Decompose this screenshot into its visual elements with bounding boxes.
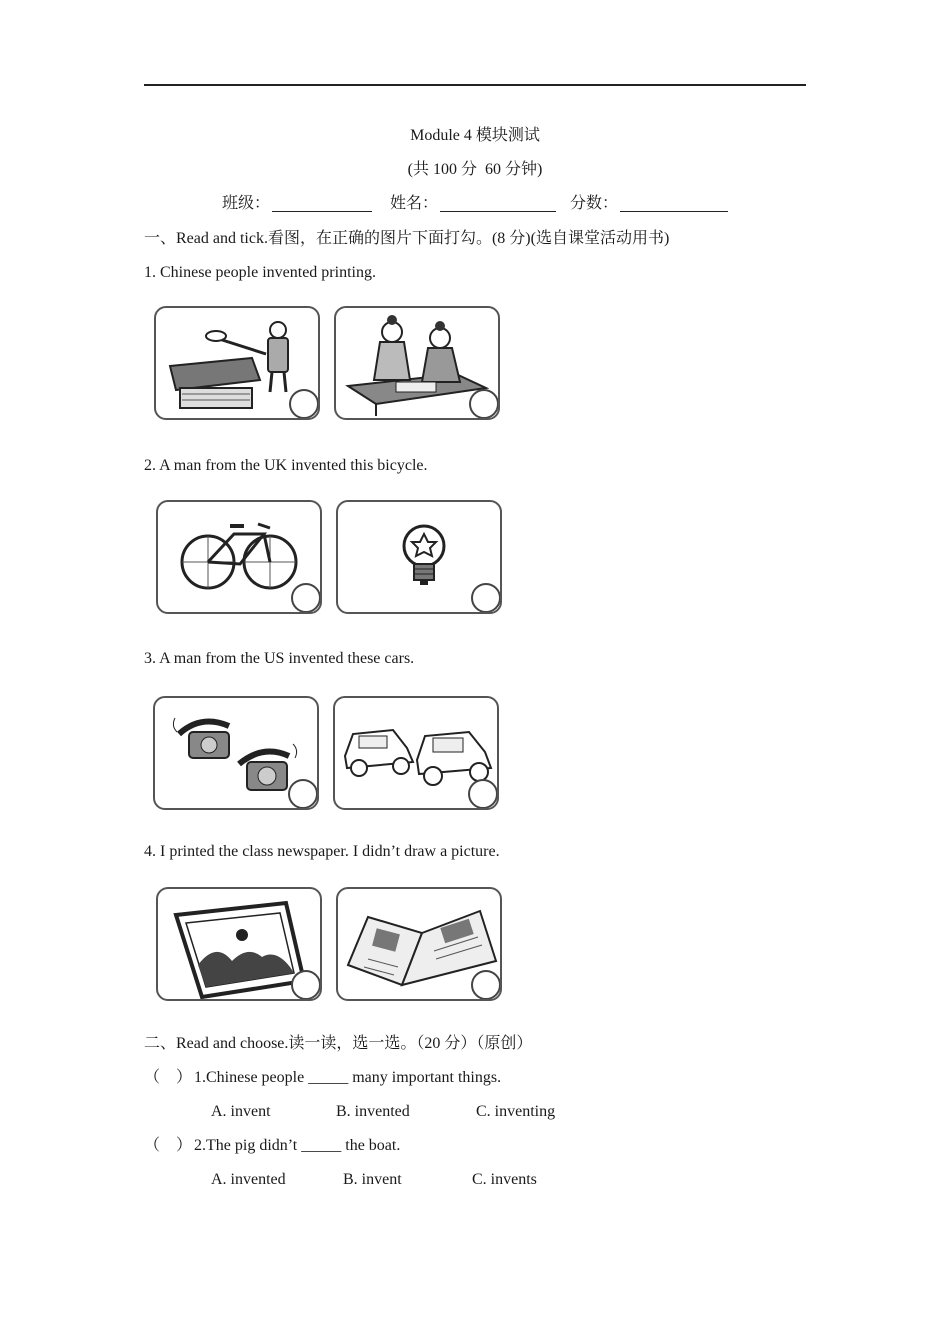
- header-rule: [144, 84, 806, 86]
- choice-question-2-text: 2.The pig didn’t _____ the boat.: [194, 1137, 401, 1154]
- class-label: 班级：: [222, 195, 271, 212]
- tick-circle[interactable]: [288, 779, 318, 809]
- picture-card-newspaper[interactable]: [336, 887, 502, 1001]
- section2-heading: 二、Read and choose.读一读，选一选。（20 分）（原创）: [144, 1035, 533, 1052]
- choice-question-1-text: 1.Chinese people _____ many important things.: [194, 1069, 502, 1086]
- name-blank[interactable]: [440, 211, 556, 212]
- tick-circle[interactable]: [289, 389, 319, 419]
- page-title: Module 4 模块测试: [410, 127, 540, 144]
- answer-bracket[interactable]: （ ）: [144, 1069, 193, 1086]
- answer-bracket[interactable]: （ ）: [144, 1137, 193, 1154]
- option-b[interactable]: B. invented: [336, 1103, 410, 1120]
- picture-card-telephones[interactable]: [153, 696, 319, 810]
- tick-circle[interactable]: [469, 389, 499, 419]
- tick-circle[interactable]: [468, 779, 498, 809]
- tick-circle[interactable]: [471, 583, 501, 613]
- picture-card-light-bulb[interactable]: [336, 500, 502, 614]
- option-c[interactable]: C. inventing: [476, 1103, 556, 1120]
- section1-heading: 一、Read and tick.看图，在正确的图片下面打勾。(8 分)(选自课堂活动用书): [144, 230, 670, 247]
- question-2-text: 2. A man from the UK invented this bicycle.: [144, 457, 428, 474]
- page-subtitle: (共 100 分 60 分钟): [407, 161, 543, 178]
- option-a[interactable]: A. invent: [211, 1103, 271, 1120]
- question-1-text: 1. Chinese people invented printing.: [144, 264, 376, 281]
- class-blank[interactable]: [272, 211, 372, 212]
- picture-card-framed-picture[interactable]: [156, 887, 322, 1001]
- name-label: 姓名：: [390, 195, 439, 212]
- picture-card-printing-press[interactable]: [154, 306, 320, 420]
- picture-card-cars[interactable]: [333, 696, 499, 810]
- tick-circle[interactable]: [291, 970, 321, 1000]
- picture-card-bicycle[interactable]: [156, 500, 322, 614]
- question-3-text: 3. A man from the US invented these cars.: [144, 650, 415, 667]
- picture-card-movable-type[interactable]: [334, 306, 500, 420]
- question-4-text: 4. I printed the class newspaper. I didn’t draw a picture.: [144, 843, 500, 860]
- score-blank[interactable]: [620, 211, 728, 212]
- option-c[interactable]: C. invents: [472, 1171, 537, 1188]
- score-label: 分数：: [570, 195, 619, 212]
- option-a[interactable]: A. invented: [211, 1171, 286, 1188]
- tick-circle[interactable]: [471, 970, 501, 1000]
- option-b[interactable]: B. invent: [343, 1171, 402, 1188]
- tick-circle[interactable]: [291, 583, 321, 613]
